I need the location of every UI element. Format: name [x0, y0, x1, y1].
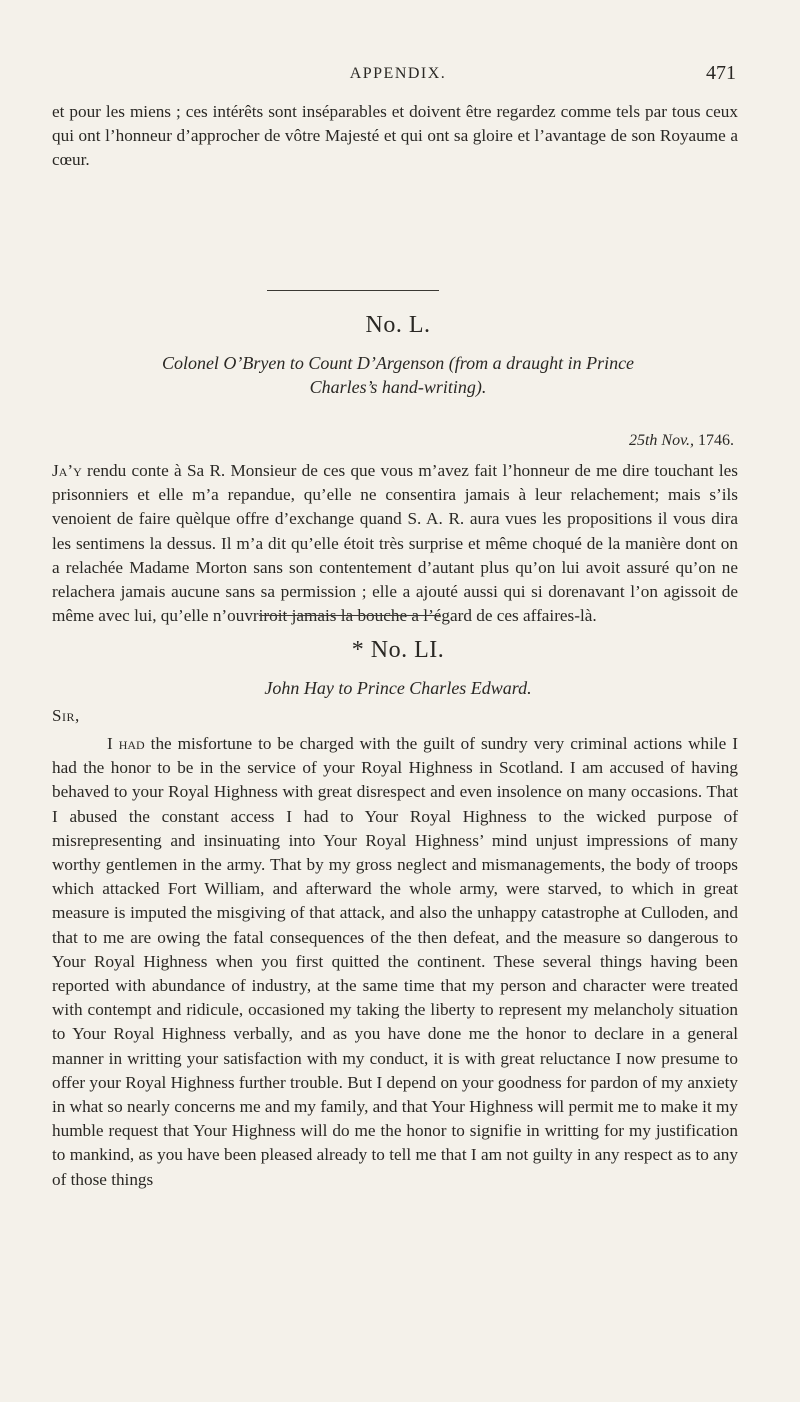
caption-line-1: Colonel O’Bryen to Count D’Argenson (from a draught in Prince [161, 353, 635, 373]
section-heading-li: * No. LI. [351, 637, 445, 663]
running-head [52, 62, 744, 92]
continuation-paragraph: et pour les miens ; ces intérêts sont inséparables et doivent être regardez comme tels par tous ceux qui ont l’honneur d’approcher de vôtre Majesté et qui ont sa gloire et l’avantage de son Royaume a cœur. [52, 102, 738, 170]
date-year: 1746. [694, 432, 734, 449]
caption-line-2: Charles’s hand-writing). [309, 377, 487, 397]
page-number: 471 [706, 62, 736, 84]
opening-word: I had [107, 734, 145, 753]
section-heading-l: No. L. [365, 312, 431, 338]
letter-body-li [52, 732, 738, 1192]
opening-word: Ja’y [52, 461, 82, 480]
section-caption-l [52, 351, 744, 399]
letter-body-l [52, 459, 738, 628]
section-caption-li: John Hay to Prince Charles Edward. [264, 678, 532, 698]
section-divider [267, 290, 439, 291]
letter-text: the misfortune to be charged with the guilt of sundry very criminal actions while I had the honor to be in the service of your Royal Highness in Scotland. I am accused of having behaved to your Royal Highness with great disrespect and even insolence on many occasions. That I abused the constant access I had to Your Royal Highness to the wicked purpose of misrepresenting and insinuating into Your Royal Highness’ mind unjust impressions of many worthy gentlemen in the army. That by my gross neglect and mismanagements, the body of troops which attacked Fort William, and afterward the whole army, were starved, to which in great measure is imputed the misgiving of that attack, and also the unhappy catastrophe at Culloden, and that to me are owing the fatal consequences of the then defeat, and the measure so dangerous to Your Royal Highness when you first quitted the continent. These several things having been reported with abundance of industry, at the same time that my person and character were treated with contempt and ridicule, occasioned my taking the liberty to represent my melancholy situation to Your Royal Highness verbally, and as you have done me the honor to declare in a general manner in writting your satisfaction with my conduct, it is with great reluctance I now presume to offer your Royal Highness further trouble. But I depend on your goodness for pardon of my anxiety in what so nearly concerns me and my family, and that Your Highness will permit me to make it my humble request that Your Highness will do me the honor to signifie in writting for my justification to mankind, as you have been pleased already to tell me that I am not guilty in any respect as to any of those things [52, 734, 738, 1189]
running-title: APPENDIX. [349, 65, 447, 82]
letter-text: rendu conte à Sa R. Monsieur de ces que vous m’avez fait l’honneur de me dire touchant les prisonniers et elle m’a repandue, qu’elle ne consentira jamais à leur relachement; mais s’ils venoient de faire quèlque offre d’exchange quand S. A. R. aura vues les propositions il vous dira les sentimens la dessus. Il m’a dit qu’elle étoit très surprise et même choqué de la manière dont on a relachée Madame Morton sans son contentement d’autant plus qu’on lui avoit assuré qu’on ne relachera jamais aucune sans sa permission ; elle a ajouté aussi qui si dorenavant l’on agissoit de même avec lui, qu’elle n’ouvriroit jamais la bouche a l’égard de ces affaires-là. [52, 461, 738, 626]
section-divider [259, 615, 439, 616]
date-day: 25th Nov., [628, 432, 694, 449]
salutation: Sir, [52, 706, 80, 725]
letter-date [629, 432, 734, 450]
